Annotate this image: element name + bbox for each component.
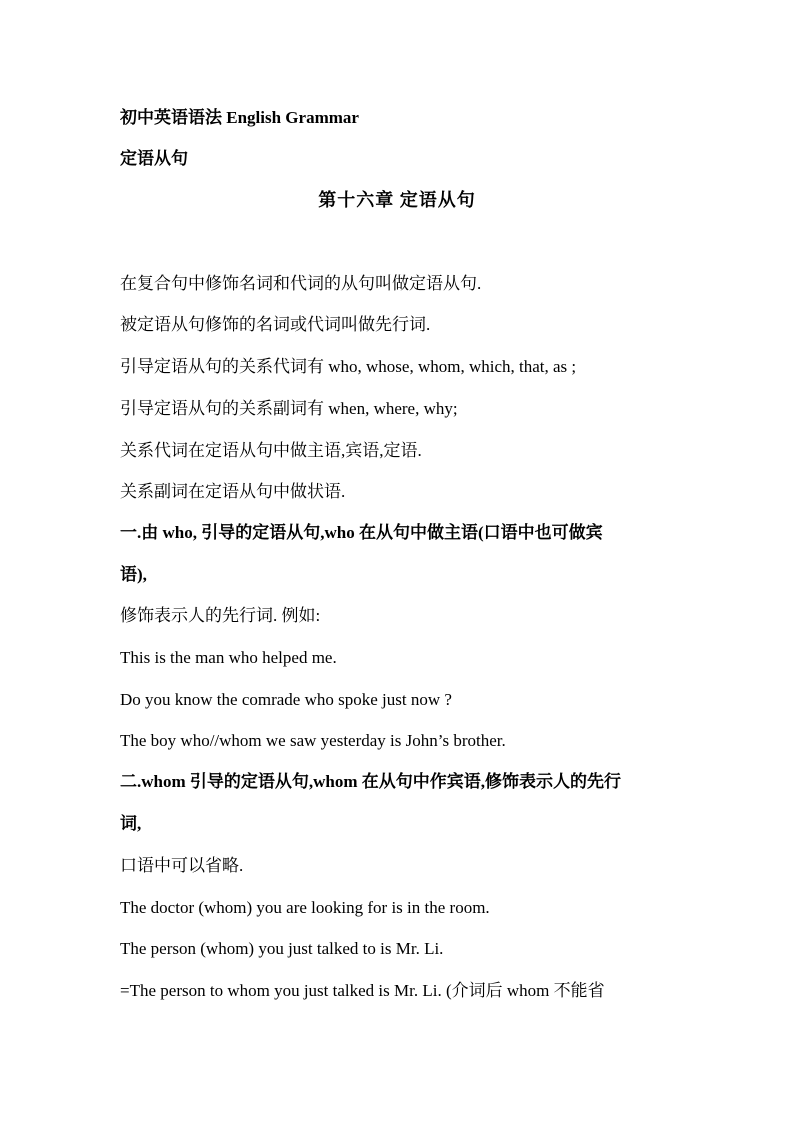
section-2-intro: 口语中可以省略.	[120, 856, 244, 875]
section-2-heading-continued: 词,	[120, 814, 142, 833]
section-1-example-2: Do you know the comrade who spoke just now ?	[120, 690, 452, 709]
paragraph-line-6: 关系副词在定语从句中做状语.	[120, 482, 346, 501]
section-1-heading-continued: 语),	[120, 565, 147, 584]
paragraph-line-2: 被定语从句修饰的名词或代词叫做先行词.	[120, 315, 431, 334]
section-2-example-2: The person (whom) you just talked to is Mr. Li.	[120, 939, 444, 958]
section-1-example-1: This is the man who helped me.	[120, 648, 337, 667]
section-2-heading: 二.whom 引导的定语从句,whom 在从句中作宾语,修饰表示人的先行	[120, 772, 622, 791]
section-1-heading: 一.由 who, 引导的定语从句,who 在从句中做主语(口语中也可做宾	[120, 523, 603, 542]
section-2-example-1: The doctor (whom) you are looking for is in the room.	[120, 898, 490, 917]
section-2-example-3: =The person to whom you just talked is Mr. Li. (介词后 whom 不能省	[120, 981, 605, 1000]
paragraph-line-5: 关系代词在定语从句中做主语,宾语,定语.	[120, 441, 422, 460]
paragraph-line-3: 引导定语从句的关系代词有 who, whose, whom, which, that, as ;	[120, 357, 577, 376]
paragraph-line-4: 引导定语从句的关系副词有 when, where, why;	[120, 399, 458, 418]
section-1-example-3: The boy who//whom we saw yesterday is John’s brother.	[120, 731, 506, 750]
chapter-title: 第十六章 定语从句	[318, 190, 476, 210]
header-title: 初中英语语法 English Grammar	[120, 108, 359, 127]
section-1-intro: 修饰表示人的先行词. 例如:	[120, 606, 321, 625]
header-subtitle: 定语从句	[120, 149, 188, 168]
paragraph-line-1: 在复合句中修饰名词和代词的从句叫做定语从句.	[120, 274, 482, 293]
